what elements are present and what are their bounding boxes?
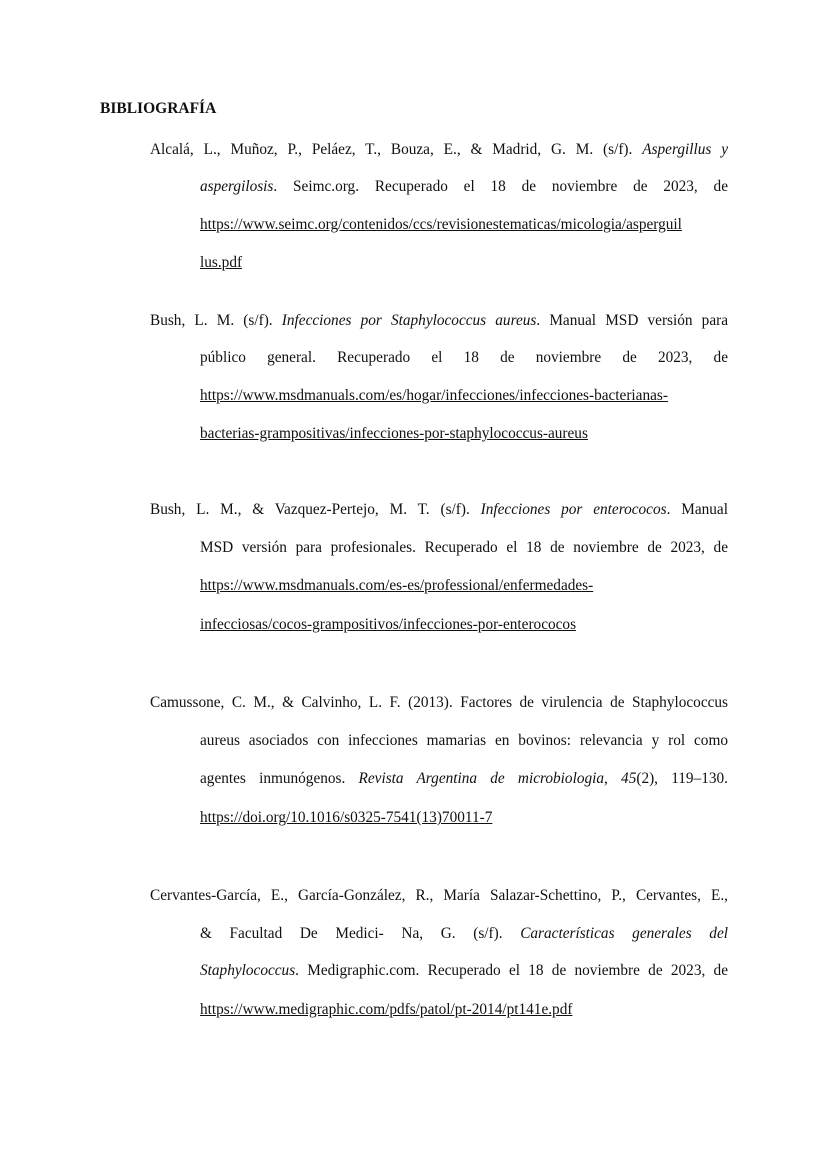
reference-text: . Medigraphic.com. Recuperado el 18 de noviembre de 2023, de	[295, 962, 728, 979]
entry-line	[200, 924, 728, 944]
reference-link[interactable]: https://www.medigraphic.com/pdfs/patol/pt-2014/pt141e.pdf	[200, 1001, 573, 1018]
entry-line	[200, 1000, 728, 1020]
reference-text: Bush, L. M. (s/f).	[150, 312, 282, 329]
italic-title: Staphylococcus	[200, 962, 296, 979]
entry-line	[200, 177, 728, 197]
reference-text: Alcalá, L., Muñoz, P., Peláez, T., Bouza, E., & Madrid, G. M. (s/f).	[150, 141, 643, 158]
entry-line	[150, 693, 728, 713]
reference-text: . Manual MSD versión para	[536, 312, 729, 329]
entry-line	[200, 253, 728, 273]
reference-text: público general. Recuperado el 18 de noviembre de 2023, de	[200, 349, 728, 366]
reference-link[interactable]: https://doi.org/10.1016/s0325-7541(13)70011-7	[200, 809, 493, 826]
entry-line	[200, 424, 728, 444]
entry-line	[200, 386, 728, 406]
reference-text: ,	[604, 770, 622, 787]
entry-line	[150, 500, 728, 520]
italic-title: Revista Argentina de microbiologia	[358, 770, 605, 787]
entry-line	[200, 808, 728, 828]
reference-text: MSD versión para profesionales. Recuperado el 18 de noviembre de 2023, de	[200, 539, 728, 556]
entry-line	[200, 961, 728, 981]
reference-text: Bush, L. M., & Vazquez-Pertejo, M. T. (s/f).	[150, 501, 481, 518]
reference-text: (2), 119–130.	[636, 770, 728, 787]
reference-text: . Seimc.org. Recuperado el 18 de noviembre de 2023, de	[273, 178, 728, 195]
italic-title: Aspergillus y	[642, 141, 728, 158]
italic-title: aspergilosis	[200, 178, 274, 195]
entry-line	[200, 615, 728, 635]
entry-line	[200, 769, 728, 789]
reference-link[interactable]: https://www.seimc.org/contenidos/ccs/revisionestematicas/micologia/asperguil	[200, 216, 682, 233]
reference-text: Camussone, C. M., & Calvinho, L. F. (2013). Factores de virulencia de Staphylococcus	[150, 694, 728, 711]
reference-text: aureus asociados con infecciones mamarias en bovinos: relevancia y rol como	[200, 732, 728, 749]
entry-line	[200, 576, 728, 596]
reference-text: . Manual	[666, 501, 728, 518]
entry-line	[200, 731, 728, 751]
reference-text: Cervantes-García, E., García-González, R., María Salazar-Schettino, P., Cervantes, E.,	[150, 887, 728, 904]
entry-line	[200, 215, 728, 235]
entry-line	[150, 886, 728, 906]
entry-line	[150, 311, 728, 331]
entry-line	[200, 538, 728, 558]
reference-link[interactable]: https://www.msdmanuals.com/es-es/professional/enfermedades-	[200, 577, 594, 594]
italic-title: Características generales del	[520, 925, 728, 942]
entry-line	[200, 348, 728, 368]
italic-title: Infecciones por Staphylococcus aureus	[281, 312, 537, 329]
italic-title: 45	[621, 770, 637, 787]
entry-line	[150, 140, 728, 160]
bibliography-heading: BIBLIOGRAFÍA	[100, 100, 217, 117]
reference-text: agentes inmunógenos.	[200, 770, 359, 787]
reference-link[interactable]: infecciosas/cocos-grampositivos/infecciones-por-enterococos	[200, 616, 577, 633]
reference-link[interactable]: lus.pdf	[200, 254, 243, 271]
reference-link[interactable]: https://www.msdmanuals.com/es/hogar/infecciones/infecciones-bacterianas-	[200, 387, 668, 404]
reference-text: & Facultad De Medici- Na, G. (s/f).	[200, 925, 521, 942]
italic-title: Infecciones por enterococos	[480, 501, 667, 518]
reference-link[interactable]: bacterias-grampositivas/infecciones-por-staphylococcus-aureus	[200, 425, 588, 442]
